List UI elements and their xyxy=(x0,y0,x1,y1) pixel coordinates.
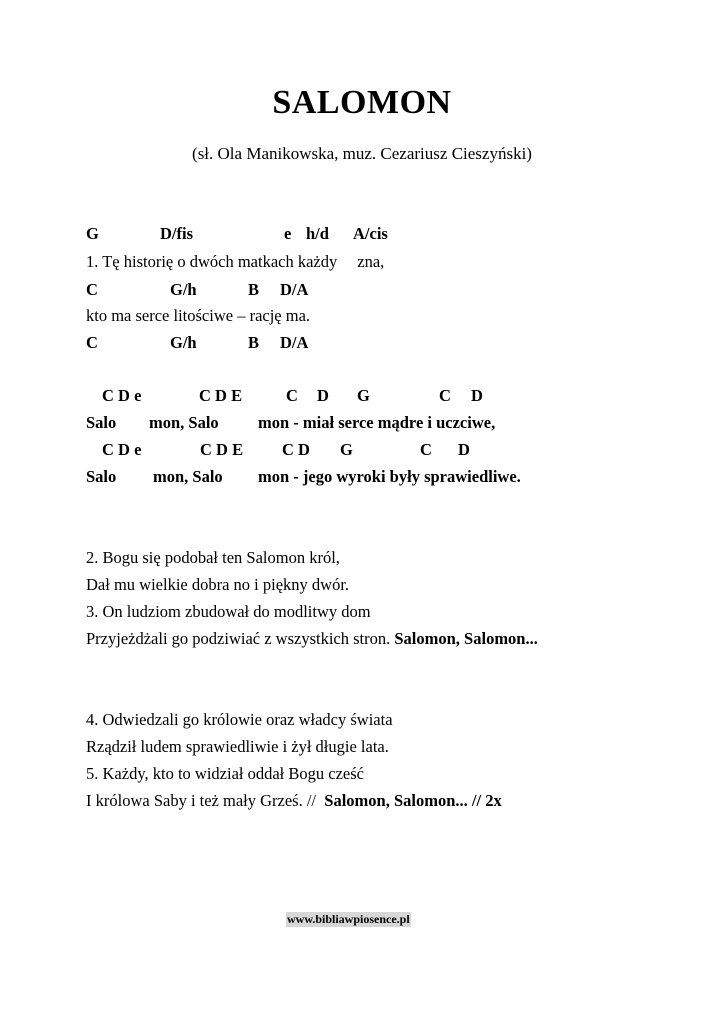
verse5-line-2: I królowa Saby i też mały Grześ. // Salomon, Salomon... // 2x xyxy=(86,791,502,810)
chord: C xyxy=(420,440,432,459)
chord: C D e xyxy=(102,440,142,459)
chord: C xyxy=(439,386,451,405)
verse4-line-1: 4. Odwiedzali go królowie oraz władcy świata xyxy=(86,710,393,729)
chord: D xyxy=(458,440,470,459)
chord: C xyxy=(86,333,98,352)
chord: e xyxy=(284,224,292,243)
chord: C D E xyxy=(200,440,244,459)
chord: G xyxy=(357,386,370,405)
verse3-line-2: Przyjeżdżali go podziwiać z wszystkich stron. Salomon, Salomon... xyxy=(86,629,538,648)
verse1-lyric-line-2: kto ma serce litościwe – rację ma. xyxy=(86,306,311,325)
chord: B xyxy=(248,280,260,299)
chorus-lyric-line-2: Salo mon, Salo mon - jego wyroki były sprawiedliwe. xyxy=(86,467,521,486)
chord: G/h xyxy=(170,333,197,352)
chorus-reference: Salomon, Salomon... // 2x xyxy=(324,791,502,810)
chord: G/h xyxy=(170,280,197,299)
verse1-chord-line-2 xyxy=(86,280,646,300)
chord: D xyxy=(317,386,329,405)
chord: G xyxy=(340,440,353,459)
chorus-chord-line-1 xyxy=(86,386,646,406)
verse1-chord-line-3 xyxy=(86,333,646,353)
chord: C D E xyxy=(199,386,243,405)
chord: C xyxy=(286,386,298,405)
chord: h/d xyxy=(306,224,329,243)
verse3-line-1: 3. On ludziom zbudował do modlitwy dom xyxy=(86,602,371,621)
verse4-line-2: Rządził ludem sprawiedliwie i żył długie lata. xyxy=(86,737,389,756)
song-credits: (sł. Ola Manikowska, muz. Cezariusz Cieszyński) xyxy=(192,144,532,163)
chord: G xyxy=(86,224,99,243)
chord: D/fis xyxy=(160,224,193,243)
chord: D/A xyxy=(280,333,309,352)
chord: B xyxy=(248,333,260,352)
website-footer: www.bibliawpiosence.pl xyxy=(287,912,410,926)
verse1-lyric-line-1: 1. Tę historię o dwóch matkach każdy zna, xyxy=(86,252,385,271)
chord: D/A xyxy=(280,280,309,299)
chorus-lyric-line-1: Salo mon, Salo mon - miał serce mądre i uczciwe, xyxy=(86,413,496,432)
chorus-chord-line-2 xyxy=(86,440,646,460)
verse2-line-2: Dał mu wielkie dobra no i piękny dwór. xyxy=(86,575,350,594)
verse5-line-1: 5. Każdy, kto to widział oddał Bogu cześć xyxy=(86,764,364,783)
chord: C xyxy=(86,280,98,299)
song-title: SALOMON xyxy=(272,84,452,121)
chord: D xyxy=(471,386,483,405)
chord: C D xyxy=(282,440,310,459)
chord: C D e xyxy=(102,386,142,405)
chorus-reference: Salomon, Salomon... xyxy=(394,629,538,648)
verse2-line-1: 2. Bogu się podobał ten Salomon król, xyxy=(86,548,340,567)
chord: A/cis xyxy=(353,224,388,243)
verse1-chord-line-1 xyxy=(86,224,646,244)
